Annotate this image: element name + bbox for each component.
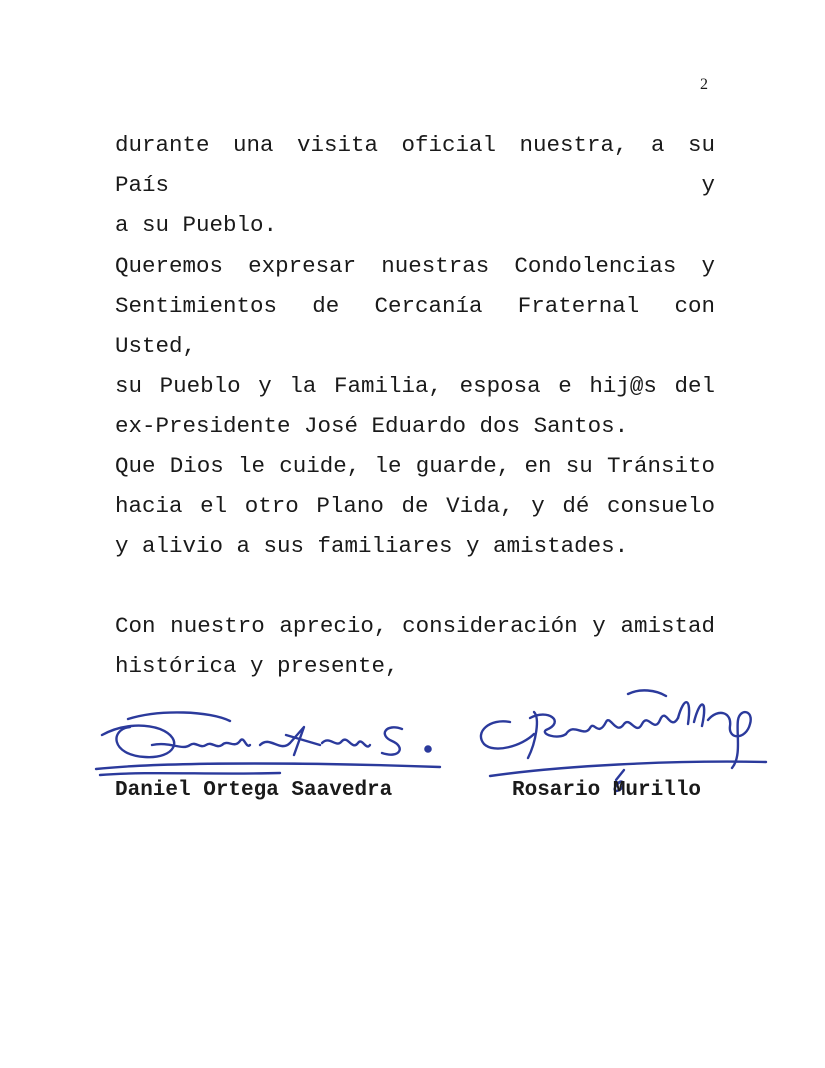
- paragraph-closing: [115, 606, 715, 686]
- page-number: 2: [700, 76, 708, 93]
- signer-name-daniel: Daniel Ortega Saavedra: [115, 779, 393, 802]
- signature-rosario-murillo: [470, 682, 770, 794]
- signer-name-rosario: Rosario Murillo: [512, 779, 702, 802]
- paragraph-condolences: [115, 246, 715, 446]
- text-line: Sentimientos de Cercanía Fraternal con Usted,: [115, 293, 715, 359]
- text-line: Queremos expresar nuestras Condolencias y: [115, 253, 715, 279]
- text-line: Que Dios le cuide, le guarde, en su Tránsito: [115, 453, 715, 479]
- paragraph-blessing: [115, 446, 715, 566]
- text-line: y alivio a sus familiares y amistades.: [115, 533, 629, 559]
- text-line: su Pueblo y la Familia, esposa e hij@s del: [115, 373, 715, 399]
- text-line: a su Pueblo.: [115, 212, 278, 238]
- text-line: durante una visita oficial nuestra, a su País y: [115, 132, 715, 198]
- text-line: ex-Presidente José Eduardo dos Santos.: [115, 413, 629, 439]
- signature-daniel-ortega: [90, 705, 450, 785]
- text-line: hacia el otro Plano de Vida, y dé consuelo: [115, 493, 715, 519]
- text-line: Con nuestro aprecio, consideración y amistad: [115, 613, 715, 639]
- text-line: histórica y presente,: [115, 653, 399, 679]
- paragraph-visit: [115, 125, 715, 245]
